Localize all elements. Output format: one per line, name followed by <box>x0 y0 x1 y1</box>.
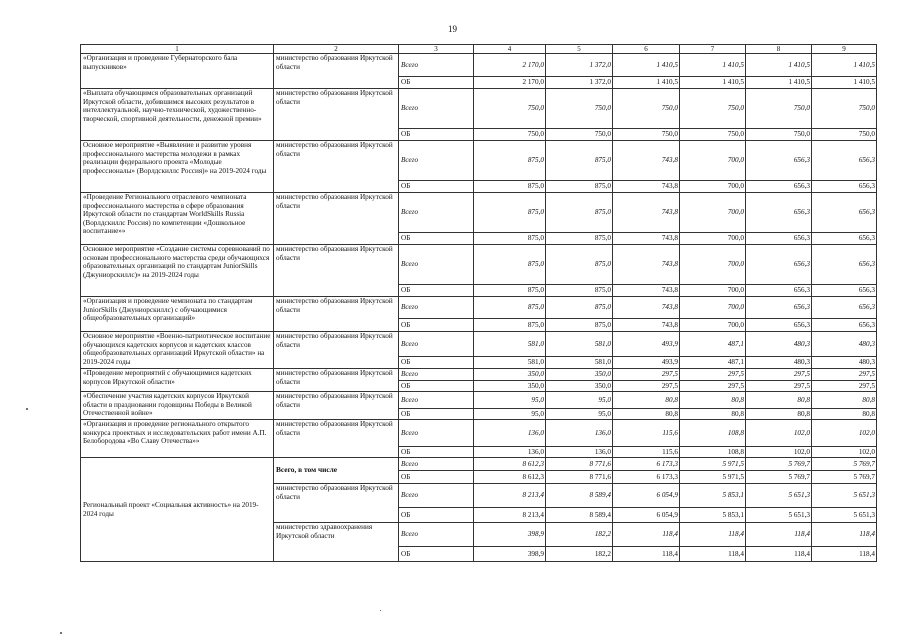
amount-cell: 480,3 <box>812 332 877 357</box>
column-number: 2 <box>274 45 399 54</box>
amount-cell: 5 971,5 <box>680 471 746 484</box>
amount-cell: 1 410,5 <box>746 54 812 77</box>
funding-source: Всего <box>399 245 474 285</box>
funding-source: ОБ <box>399 471 474 484</box>
amount-cell: 750,0 <box>546 129 613 141</box>
table-row <box>81 297 877 319</box>
amount-cell: 102,0 <box>812 447 877 458</box>
responsible-executor: министерство образования Иркутской области <box>274 297 399 332</box>
amount-cell: 6 173,3 <box>613 458 680 471</box>
responsible-executor: министерство образования Иркутской области <box>274 420 399 458</box>
amount-cell: 487,1 <box>680 332 746 357</box>
amount-cell: 5 651,3 <box>812 508 877 523</box>
amount-cell: 700,0 <box>680 181 746 193</box>
amount-cell: 398,9 <box>474 523 546 547</box>
amount-cell: 5 651,3 <box>746 508 812 523</box>
responsible-executor: министерство образования Иркутской области <box>274 369 399 392</box>
total-label: Всего, в том числе <box>274 458 399 484</box>
amount-cell: 750,0 <box>474 129 546 141</box>
funding-source: ОБ <box>399 319 474 332</box>
amount-cell: 95,0 <box>546 392 613 409</box>
amount-cell: 80,8 <box>613 409 680 420</box>
amount-cell: 656,3 <box>812 181 877 193</box>
amount-cell: 5 769,7 <box>746 471 812 484</box>
amount-cell: 118,4 <box>746 547 812 562</box>
amount-cell: 656,3 <box>812 233 877 245</box>
amount-cell: 2 170,0 <box>474 77 546 89</box>
column-number: 5 <box>546 45 613 54</box>
column-number: 1 <box>81 45 274 54</box>
table-row <box>81 420 877 447</box>
funding-source: ОБ <box>399 77 474 89</box>
amount-cell: 875,0 <box>546 319 613 332</box>
responsible-executor: министерство образования Иркутской области <box>274 141 399 193</box>
amount-cell: 182,2 <box>546 523 613 547</box>
funding-source: ОБ <box>399 409 474 420</box>
activity-name: «Организация и проведение регионального открытого конкурса проектных и исследовательских работ имени А.П. Белобородова «Во Славу Отечества»» <box>81 420 274 458</box>
responsible-executor: министерство образования Иркутской области <box>274 54 399 89</box>
amount-cell: 750,0 <box>812 129 877 141</box>
amount-cell: 750,0 <box>680 129 746 141</box>
funding-source: ОБ <box>399 285 474 297</box>
funding-source: Всего <box>399 484 474 508</box>
funding-source: Всего <box>399 420 474 447</box>
table-row <box>81 332 877 357</box>
column-number: 6 <box>613 45 680 54</box>
column-number: 9 <box>812 45 877 54</box>
amount-cell: 656,3 <box>746 297 812 319</box>
amount-cell: 700,0 <box>680 193 746 233</box>
amount-cell: 743,8 <box>613 233 680 245</box>
responsible-executor: министерство образования Иркутской области <box>274 332 399 369</box>
amount-cell: 743,8 <box>613 245 680 285</box>
amount-cell: 480,3 <box>746 357 812 369</box>
amount-cell: 297,5 <box>812 381 877 392</box>
amount-cell: 1 410,5 <box>746 77 812 89</box>
amount-cell: 108,8 <box>680 420 746 447</box>
amount-cell: 5 769,7 <box>746 458 812 471</box>
amount-cell: 1 372,0 <box>546 54 613 77</box>
funding-source: ОБ <box>399 181 474 193</box>
amount-cell: 656,3 <box>746 233 812 245</box>
responsible-executor: министерство образования Иркутской области <box>274 89 399 141</box>
amount-cell: 581,0 <box>546 332 613 357</box>
amount-cell: 136,0 <box>546 447 613 458</box>
amount-cell: 297,5 <box>680 381 746 392</box>
amount-cell: 656,3 <box>746 319 812 332</box>
amount-cell: 5 971,5 <box>680 458 746 471</box>
amount-cell: 581,0 <box>546 357 613 369</box>
amount-cell: 656,3 <box>812 285 877 297</box>
amount-cell: 95,0 <box>474 409 546 420</box>
funding-source: Всего <box>399 89 474 129</box>
amount-cell: 8 612,3 <box>474 458 546 471</box>
funding-source: Всего <box>399 392 474 409</box>
amount-cell: 8 589,4 <box>546 508 613 523</box>
amount-cell: 700,0 <box>680 233 746 245</box>
table-row <box>81 141 877 181</box>
amount-cell: 656,3 <box>812 245 877 285</box>
amount-cell: 875,0 <box>474 193 546 233</box>
amount-cell: 5 769,7 <box>812 458 877 471</box>
amount-cell: 656,3 <box>746 193 812 233</box>
responsible-executor: министерство образования Иркутской области <box>274 193 399 245</box>
amount-cell: 750,0 <box>746 89 812 129</box>
amount-cell: 700,0 <box>680 297 746 319</box>
amount-cell: 95,0 <box>546 409 613 420</box>
table-row <box>81 193 877 233</box>
amount-cell: 6 173,3 <box>613 471 680 484</box>
amount-cell: 5 651,3 <box>746 484 812 508</box>
funding-source: ОБ <box>399 233 474 245</box>
amount-cell: 80,8 <box>812 392 877 409</box>
funding-source: ОБ <box>399 508 474 523</box>
amount-cell: 1 410,5 <box>680 77 746 89</box>
activity-name: «Организация и проведение чемпионата по стандартам JuniorSkills (Джуниорскиллс) с обучающимися общеобразовательных организаций» <box>81 297 274 332</box>
amount-cell: 581,0 <box>474 332 546 357</box>
amount-cell: 480,3 <box>812 357 877 369</box>
funding-source: ОБ <box>399 357 474 369</box>
amount-cell: 297,5 <box>613 381 680 392</box>
activity-name: Основное мероприятие «Военно-патриотическое воспитание обучающихся кадетских корпусов и кадетских классов общеобразовательных организаций Иркутской области» на 2019-2024 годы <box>81 332 274 369</box>
amount-cell: 875,0 <box>546 245 613 285</box>
funding-source: ОБ <box>399 447 474 458</box>
amount-cell: 656,3 <box>812 193 877 233</box>
amount-cell: 750,0 <box>546 89 613 129</box>
amount-cell: 5 853,1 <box>680 508 746 523</box>
funding-source: Всего <box>399 332 474 357</box>
amount-cell: 8 771,6 <box>546 458 613 471</box>
amount-cell: 297,5 <box>812 369 877 381</box>
amount-cell: 875,0 <box>474 245 546 285</box>
funding-source: Всего <box>399 523 474 547</box>
amount-cell: 136,0 <box>474 420 546 447</box>
amount-cell: 743,8 <box>613 193 680 233</box>
scan-speck <box>380 610 381 611</box>
responsible-executor: министерство образования Иркутской области <box>274 392 399 420</box>
amount-cell: 656,3 <box>746 181 812 193</box>
amount-cell: 297,5 <box>680 369 746 381</box>
funding-source: Всего <box>399 54 474 77</box>
amount-cell: 656,3 <box>746 245 812 285</box>
activity-name: Основное мероприятие «Создание системы соревнований по основам профессионального мастерства среди обучающихся образовательных организаций по стандартам JuniorSkills (Джуниорскиллс)» на 2019-2024 годы <box>81 245 274 297</box>
responsible-executor: министерство образования Иркутской области <box>274 484 399 523</box>
amount-cell: 750,0 <box>746 129 812 141</box>
amount-cell: 875,0 <box>546 141 613 181</box>
amount-cell: 80,8 <box>680 409 746 420</box>
amount-cell: 1 410,5 <box>613 54 680 77</box>
amount-cell: 1 410,5 <box>812 77 877 89</box>
amount-cell: 350,0 <box>474 381 546 392</box>
amount-cell: 1 372,0 <box>546 77 613 89</box>
amount-cell: 875,0 <box>546 233 613 245</box>
amount-cell: 750,0 <box>812 89 877 129</box>
amount-cell: 102,0 <box>812 420 877 447</box>
amount-cell: 750,0 <box>613 129 680 141</box>
amount-cell: 750,0 <box>613 89 680 129</box>
amount-cell: 750,0 <box>680 89 746 129</box>
amount-cell: 8 213,4 <box>474 484 546 508</box>
amount-cell: 656,3 <box>812 297 877 319</box>
amount-cell: 8 589,4 <box>546 484 613 508</box>
amount-cell: 6 054,9 <box>613 484 680 508</box>
amount-cell: 115,6 <box>613 420 680 447</box>
amount-cell: 656,3 <box>812 141 877 181</box>
column-number: 7 <box>680 45 746 54</box>
amount-cell: 80,8 <box>746 409 812 420</box>
amount-cell: 875,0 <box>474 319 546 332</box>
funding-source: Всего <box>399 458 474 471</box>
column-number: 4 <box>474 45 546 54</box>
amount-cell: 118,4 <box>613 547 680 562</box>
amount-cell: 118,4 <box>680 547 746 562</box>
amount-cell: 875,0 <box>474 297 546 319</box>
activity-name: «Проведение Регионального отраслевого чемпионата профессионального мастерства в сфере образования Иркутской области по стандартам WorldSkills Russia (Ворлдскиллс Россия) по компетенции «Дошкольное воспитание»» <box>81 193 274 245</box>
funding-source: Всего <box>399 297 474 319</box>
amount-cell: 1 410,5 <box>680 54 746 77</box>
amount-cell: 8 612,3 <box>474 471 546 484</box>
page-number: 19 <box>448 24 457 34</box>
amount-cell: 80,8 <box>812 409 877 420</box>
amount-cell: 875,0 <box>474 285 546 297</box>
budget-table <box>80 44 877 562</box>
amount-cell: 297,5 <box>613 369 680 381</box>
table-row <box>81 54 877 77</box>
scan-speck <box>26 408 28 410</box>
activity-name: Основное мероприятие «Выявление и развитие уровня профессионального мастерства молодежи в рамках реализации федерального проекта «Молодые профессионалы» (Ворлдскиллс Россия)» на 2019-2024 годы <box>81 141 274 193</box>
table-row <box>81 89 877 129</box>
amount-cell: 182,2 <box>546 547 613 562</box>
amount-cell: 108,8 <box>680 447 746 458</box>
amount-cell: 118,4 <box>812 547 877 562</box>
amount-cell: 700,0 <box>680 141 746 181</box>
amount-cell: 480,3 <box>746 332 812 357</box>
amount-cell: 875,0 <box>474 141 546 181</box>
amount-cell: 743,8 <box>613 141 680 181</box>
amount-cell: 743,8 <box>613 297 680 319</box>
amount-cell: 493,9 <box>613 357 680 369</box>
funding-source: Всего <box>399 141 474 181</box>
amount-cell: 80,8 <box>746 392 812 409</box>
table-row <box>81 392 877 409</box>
funding-source: Всего <box>399 193 474 233</box>
amount-cell: 136,0 <box>474 447 546 458</box>
amount-cell: 743,8 <box>613 285 680 297</box>
amount-cell: 2 170,0 <box>474 54 546 77</box>
amount-cell: 875,0 <box>474 181 546 193</box>
amount-cell: 350,0 <box>546 381 613 392</box>
column-number: 8 <box>746 45 812 54</box>
amount-cell: 493,9 <box>613 332 680 357</box>
amount-cell: 743,8 <box>613 181 680 193</box>
amount-cell: 656,3 <box>812 319 877 332</box>
amount-cell: 115,6 <box>613 447 680 458</box>
table-row <box>81 369 877 381</box>
amount-cell: 118,4 <box>613 523 680 547</box>
scan-speck <box>60 632 62 634</box>
amount-cell: 118,4 <box>812 523 877 547</box>
amount-cell: 700,0 <box>680 319 746 332</box>
amount-cell: 581,0 <box>474 357 546 369</box>
funding-source: ОБ <box>399 381 474 392</box>
amount-cell: 118,4 <box>746 523 812 547</box>
table-row <box>81 245 877 285</box>
amount-cell: 350,0 <box>474 369 546 381</box>
table-body <box>81 45 877 562</box>
funding-source: ОБ <box>399 129 474 141</box>
amount-cell: 5 651,3 <box>812 484 877 508</box>
amount-cell: 118,4 <box>680 523 746 547</box>
amount-cell: 875,0 <box>546 181 613 193</box>
amount-cell: 95,0 <box>474 392 546 409</box>
amount-cell: 5 769,7 <box>812 471 877 484</box>
amount-cell: 6 054,9 <box>613 508 680 523</box>
activity-name: «Организация и проведение Губернаторского бала выпускников» <box>81 54 274 89</box>
amount-cell: 297,5 <box>746 369 812 381</box>
budget-table-wrapper <box>80 44 876 562</box>
table-row <box>81 458 877 471</box>
activity-name: «Выплата обучающимся образовательных организаций Иркутской области, добившимся высоких результатов в интеллектуальной, научно-технической, художественно-творческой, спортивной деятельности, денежной премии» <box>81 89 274 141</box>
amount-cell: 80,8 <box>613 392 680 409</box>
amount-cell: 743,8 <box>613 319 680 332</box>
funding-source: ОБ <box>399 547 474 562</box>
amount-cell: 875,0 <box>546 193 613 233</box>
amount-cell: 1 410,5 <box>613 77 680 89</box>
amount-cell: 700,0 <box>680 285 746 297</box>
amount-cell: 8 213,4 <box>474 508 546 523</box>
amount-cell: 136,0 <box>546 420 613 447</box>
amount-cell: 875,0 <box>546 285 613 297</box>
activity-name: «Обеспечение участия кадетских корпусов Иркутской области в праздновании годовщины Победы в Великой Отечественной войне» <box>81 392 274 420</box>
amount-cell: 102,0 <box>746 447 812 458</box>
amount-cell: 398,9 <box>474 547 546 562</box>
activity-name: «Проведение мероприятий с обучающимися кадетских корпусов Иркутской области» <box>81 369 274 392</box>
amount-cell: 656,3 <box>746 141 812 181</box>
amount-cell: 350,0 <box>546 369 613 381</box>
amount-cell: 297,5 <box>746 381 812 392</box>
header-row <box>81 45 877 54</box>
responsible-executor: министерство здравоохранения Иркутской области <box>274 523 399 562</box>
amount-cell: 5 853,1 <box>680 484 746 508</box>
amount-cell: 487,1 <box>680 357 746 369</box>
amount-cell: 875,0 <box>546 297 613 319</box>
column-number: 3 <box>399 45 474 54</box>
amount-cell: 102,0 <box>746 420 812 447</box>
responsible-executor: министерство образования Иркутской области <box>274 245 399 297</box>
funding-source: Всего <box>399 369 474 381</box>
amount-cell: 80,8 <box>680 392 746 409</box>
amount-cell: 1 410,5 <box>812 54 877 77</box>
amount-cell: 875,0 <box>474 233 546 245</box>
amount-cell: 8 771,6 <box>546 471 613 484</box>
amount-cell: 750,0 <box>474 89 546 129</box>
amount-cell: 656,3 <box>746 285 812 297</box>
amount-cell: 700,0 <box>680 245 746 285</box>
project-name: Региональный проект «Социальная активность» на 2019-2024 годы <box>81 458 274 562</box>
